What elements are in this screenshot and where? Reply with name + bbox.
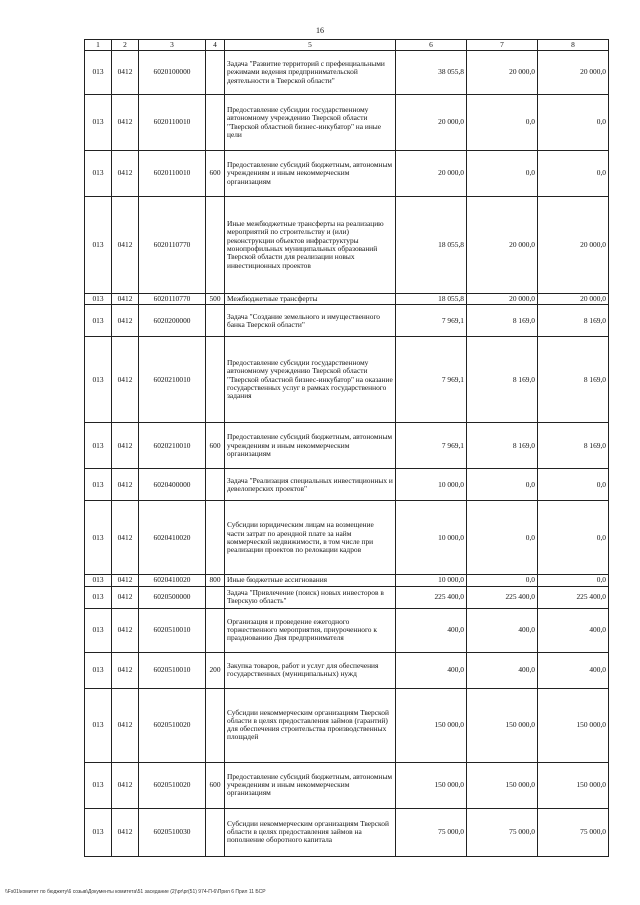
expense-type-code-cell	[206, 337, 225, 423]
table-row	[85, 652, 609, 688]
amount-year-1-cell: 7 969,1	[396, 423, 467, 469]
amount-year-2-cell: 150 000,0	[467, 762, 538, 808]
column-header: 1	[85, 40, 112, 51]
target-article-code-cell: 6020510020	[139, 688, 206, 762]
amount-year-1-cell: 10 000,0	[396, 469, 467, 501]
table-row	[85, 762, 609, 808]
amount-year-1-cell: 20 000,0	[396, 95, 467, 151]
description-cell: Организация и проведение ежегодного торжественного мероприятия, приуроченного к празднованию Дня предпринимателя	[225, 608, 396, 652]
amount-year-3-cell: 8 169,0	[538, 423, 609, 469]
section-code-cell: 0412	[112, 652, 139, 688]
chapter-code-cell: 013	[85, 51, 112, 95]
section-code-cell: 0412	[112, 305, 139, 337]
amount-year-1-cell: 150 000,0	[396, 762, 467, 808]
chapter-code-cell: 013	[85, 501, 112, 575]
chapter-code-cell: 013	[85, 575, 112, 586]
chapter-code-cell: 013	[85, 762, 112, 808]
table-row	[85, 575, 609, 586]
amount-year-1-cell: 10 000,0	[396, 501, 467, 575]
chapter-code-cell: 013	[85, 469, 112, 501]
section-code-cell: 0412	[112, 95, 139, 151]
amount-year-2-cell: 75 000,0	[467, 808, 538, 856]
chapter-code-cell: 013	[85, 652, 112, 688]
section-code-cell: 0412	[112, 151, 139, 197]
amount-year-2-cell: 400,0	[467, 608, 538, 652]
amount-year-1-cell: 400,0	[396, 608, 467, 652]
expense-type-code-cell: 600	[206, 423, 225, 469]
target-article-code-cell: 6020110770	[139, 294, 206, 305]
chapter-code-cell: 013	[85, 151, 112, 197]
target-article-code-cell: 6020500000	[139, 586, 206, 608]
amount-year-2-cell: 0,0	[467, 151, 538, 197]
amount-year-1-cell: 18 055,8	[396, 197, 467, 294]
amount-year-1-cell: 150 000,0	[396, 688, 467, 762]
section-code-cell: 0412	[112, 586, 139, 608]
amount-year-3-cell: 0,0	[538, 501, 609, 575]
target-article-code-cell: 6020510010	[139, 652, 206, 688]
chapter-code-cell: 013	[85, 337, 112, 423]
amount-year-3-cell: 400,0	[538, 608, 609, 652]
amount-year-3-cell: 0,0	[538, 575, 609, 586]
description-cell: Субсидии юридическим лицам на возмещение части затрат по арендной плате за найм коммерческой недвижимости, в том числе при реализации проектов по релокации кадров	[225, 501, 396, 575]
expense-type-code-cell	[206, 501, 225, 575]
table-row	[85, 608, 609, 652]
amount-year-3-cell: 20 000,0	[538, 294, 609, 305]
table-row	[85, 305, 609, 337]
description-cell: Задача "Реализация специальных инвестиционных и девелоперских проектов"	[225, 469, 396, 501]
amount-year-2-cell: 0,0	[467, 469, 538, 501]
budget-table	[84, 39, 609, 857]
amount-year-1-cell: 38 055,8	[396, 51, 467, 95]
amount-year-1-cell: 75 000,0	[396, 808, 467, 856]
table-row	[85, 469, 609, 501]
description-cell: Иные бюджетные ассигнования	[225, 575, 396, 586]
amount-year-1-cell: 400,0	[396, 652, 467, 688]
amount-year-2-cell: 8 169,0	[467, 337, 538, 423]
table-header-row	[85, 40, 609, 51]
column-header: 3	[139, 40, 206, 51]
section-code-cell: 0412	[112, 608, 139, 652]
amount-year-2-cell: 150 000,0	[467, 688, 538, 762]
section-code-cell: 0412	[112, 337, 139, 423]
chapter-code-cell: 013	[85, 608, 112, 652]
target-article-code-cell: 6020400000	[139, 469, 206, 501]
amount-year-2-cell: 225 400,0	[467, 586, 538, 608]
description-cell: Предоставление субсидий бюджетным, автономным учреждениям и иным некоммерческим организациям	[225, 151, 396, 197]
amount-year-2-cell: 8 169,0	[467, 423, 538, 469]
chapter-code-cell: 013	[85, 294, 112, 305]
expense-type-code-cell: 600	[206, 151, 225, 197]
column-header: 6	[396, 40, 467, 51]
section-code-cell: 0412	[112, 501, 139, 575]
target-article-code-cell: 6020110010	[139, 151, 206, 197]
amount-year-2-cell: 0,0	[467, 575, 538, 586]
expense-type-code-cell	[206, 586, 225, 608]
target-article-code-cell: 6020200000	[139, 305, 206, 337]
section-code-cell: 0412	[112, 762, 139, 808]
chapter-code-cell: 013	[85, 808, 112, 856]
table-row	[85, 688, 609, 762]
target-article-code-cell: 6020410020	[139, 501, 206, 575]
description-cell: Задача "Развитие территорий с префенциальными режимами ведения предпринимательской деятельности в Тверской области"	[225, 51, 396, 95]
section-code-cell: 0412	[112, 688, 139, 762]
section-code-cell: 0412	[112, 294, 139, 305]
target-article-code-cell: 6020110770	[139, 197, 206, 294]
amount-year-2-cell: 0,0	[467, 501, 538, 575]
amount-year-3-cell: 8 169,0	[538, 337, 609, 423]
amount-year-2-cell: 20 000,0	[467, 51, 538, 95]
amount-year-1-cell: 20 000,0	[396, 151, 467, 197]
description-cell: Задача "Создание земельного и имущественного банка Тверской области"	[225, 305, 396, 337]
description-cell: Задача "Привлечение (поиск) новых инвесторов в Тверскую область"	[225, 586, 396, 608]
column-header: 8	[538, 40, 609, 51]
target-article-code-cell: 6020510010	[139, 608, 206, 652]
column-header: 2	[112, 40, 139, 51]
target-article-code-cell: 6020510030	[139, 808, 206, 856]
amount-year-1-cell: 225 400,0	[396, 586, 467, 608]
amount-year-3-cell: 0,0	[538, 469, 609, 501]
table-row	[85, 51, 609, 95]
amount-year-1-cell: 18 055,8	[396, 294, 467, 305]
amount-year-3-cell: 75 000,0	[538, 808, 609, 856]
expense-type-code-cell	[206, 808, 225, 856]
description-cell: Предоставление субсидии государственному автономному учреждению Тверской области "Тверской областной бизнес-инкубатор" на оказание государственных услуг в рамках государственного задания	[225, 337, 396, 423]
description-cell: Предоставление субсидии государственному автономному учреждению Тверской области "Тверской областной бизнес-инкубатор" на иные цели	[225, 95, 396, 151]
amount-year-3-cell: 8 169,0	[538, 305, 609, 337]
target-article-code-cell: 6020410020	[139, 575, 206, 586]
expense-type-code-cell	[206, 608, 225, 652]
amount-year-3-cell: 20 000,0	[538, 51, 609, 95]
amount-year-3-cell: 0,0	[538, 95, 609, 151]
description-cell: Субсидии некоммерческим организациям Тверской области в целях предоставления займов (гарантий) для обеспечения строительства производственных площадей	[225, 688, 396, 762]
column-header: 4	[206, 40, 225, 51]
table-row	[85, 197, 609, 294]
table-row	[85, 337, 609, 423]
section-code-cell: 0412	[112, 423, 139, 469]
chapter-code-cell: 013	[85, 586, 112, 608]
description-cell: Иные межбюджетные трансферты на реализацию мероприятий по строительству и (или) реконструкции объектов инфраструктуры монопрофильных муниципальных образований Тверской области для реализации новых инвестиционных проектов	[225, 197, 396, 294]
amount-year-3-cell: 150 000,0	[538, 688, 609, 762]
description-cell: Закупка товаров, работ и услуг для обеспечения государственных (муниципальных) нужд	[225, 652, 396, 688]
chapter-code-cell: 013	[85, 423, 112, 469]
amount-year-3-cell: 20 000,0	[538, 197, 609, 294]
chapter-code-cell: 013	[85, 197, 112, 294]
description-cell: Межбюджетные трансферты	[225, 294, 396, 305]
amount-year-3-cell: 0,0	[538, 151, 609, 197]
expense-type-code-cell	[206, 688, 225, 762]
table-row	[85, 423, 609, 469]
section-code-cell: 0412	[112, 575, 139, 586]
amount-year-2-cell: 400,0	[467, 652, 538, 688]
amount-year-1-cell: 7 969,1	[396, 337, 467, 423]
expense-type-code-cell	[206, 95, 225, 151]
expense-type-code-cell: 500	[206, 294, 225, 305]
footer-file-path: \\Fs01\комитет по бюджету\6 созыв\Документы комитета\51 заседание (2)\pr\pr(51) 974-П-6\Прил 6 Прил 11 БСР	[5, 889, 266, 895]
amount-year-2-cell: 8 169,0	[467, 305, 538, 337]
amount-year-1-cell: 10 000,0	[396, 575, 467, 586]
section-code-cell: 0412	[112, 469, 139, 501]
table-row	[85, 808, 609, 856]
target-article-code-cell: 6020510020	[139, 762, 206, 808]
description-cell: Предоставление субсидий бюджетным, автономным учреждениям и иным некоммерческим организациям	[225, 762, 396, 808]
expense-type-code-cell: 800	[206, 575, 225, 586]
chapter-code-cell: 013	[85, 95, 112, 151]
target-article-code-cell: 6020110010	[139, 95, 206, 151]
expense-type-code-cell	[206, 197, 225, 294]
table-row	[85, 294, 609, 305]
amount-year-2-cell: 0,0	[467, 95, 538, 151]
page-number: 16	[316, 26, 324, 35]
description-cell: Субсидии некоммерческим организациям Тверской области в целях предоставления займов на пополнение оборотного капитала	[225, 808, 396, 856]
expense-type-code-cell: 200	[206, 652, 225, 688]
chapter-code-cell: 013	[85, 305, 112, 337]
expense-type-code-cell	[206, 305, 225, 337]
expense-type-code-cell	[206, 51, 225, 95]
expense-type-code-cell	[206, 469, 225, 501]
table-row	[85, 501, 609, 575]
amount-year-3-cell: 400,0	[538, 652, 609, 688]
table-row	[85, 95, 609, 151]
section-code-cell: 0412	[112, 51, 139, 95]
expense-type-code-cell: 600	[206, 762, 225, 808]
column-header: 5	[225, 40, 396, 51]
amount-year-1-cell: 7 969,1	[396, 305, 467, 337]
target-article-code-cell: 6020210010	[139, 337, 206, 423]
table-row	[85, 586, 609, 608]
target-article-code-cell: 6020100000	[139, 51, 206, 95]
amount-year-3-cell: 150 000,0	[538, 762, 609, 808]
amount-year-2-cell: 20 000,0	[467, 294, 538, 305]
chapter-code-cell: 013	[85, 688, 112, 762]
description-cell: Предоставление субсидий бюджетным, автономным учреждениям и иным некоммерческим организациям	[225, 423, 396, 469]
amount-year-3-cell: 225 400,0	[538, 586, 609, 608]
section-code-cell: 0412	[112, 808, 139, 856]
section-code-cell: 0412	[112, 197, 139, 294]
column-header: 7	[467, 40, 538, 51]
target-article-code-cell: 6020210010	[139, 423, 206, 469]
amount-year-2-cell: 20 000,0	[467, 197, 538, 294]
table-row	[85, 151, 609, 197]
